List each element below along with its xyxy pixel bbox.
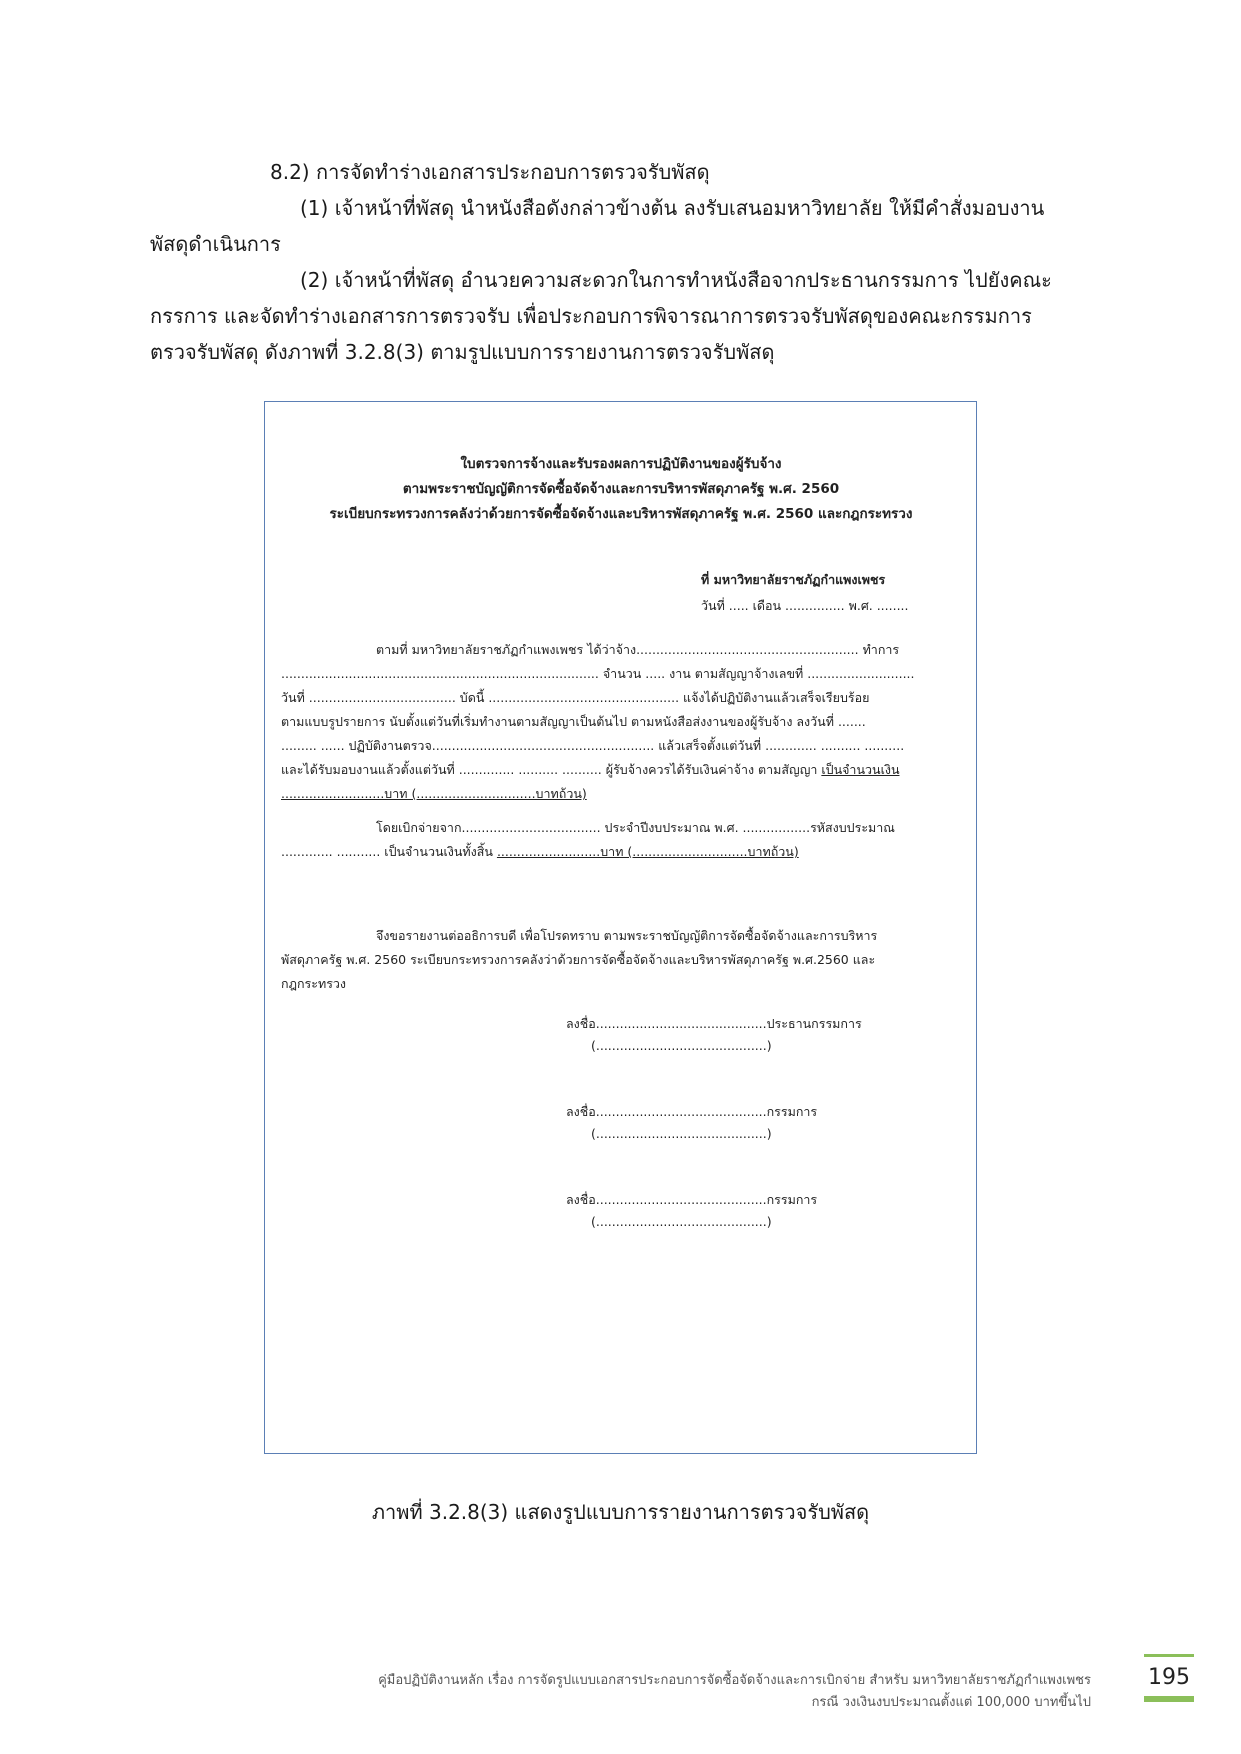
form-line: จึงขอรายงานต่ออธิการบดี เพื่อโปรดทราบ ตามพระราชบัญญัติการจัดซื้อจัดจ้างและการบริหาร [376,928,878,943]
form-line: โดยเบิกจ่ายจาก................................... ประจำปีงบประมาณ พ.ศ. .................รหัสงบประมาณ [376,820,895,835]
signature-name: (...........................................) [591,1038,772,1053]
footer-line-2: กรณี วงเงินงบประมาณตั้งแต่ 100,000 บาทขึ้นไป [811,1695,1091,1710]
form-place: ที่ มหาวิทยาลัยราชภัฏกำแพงเพชร [701,572,886,587]
signature-member-2: ลงชื่อ...........................................กรรมการ [566,1192,818,1207]
inspection-form-figure [264,401,977,1454]
form-line: ......... ...... ปฏิบัติงานตรวจ........................................................ แล้วเสร็จตั้งแต่วันที่ ............. .......... .......... [281,738,905,753]
form-line: ตามที่ มหาวิทยาลัยราชภัฏกำแพงเพชร ได้ว่าจ้าง........................................................ ทำการ [376,642,900,657]
form-line: วันที่ ..................................... บัดนี้ ................................................ แจ้งได้ปฏิบัติงานแล้วเสร็จเรียบร้อย [281,690,870,705]
form-line: กฎกระทรวง [281,976,347,991]
footer-line-1: คู่มือปฏิบัติงานหลัก เรื่อง การจัดรูปแบบเอกสารประกอบการจัดซื้อจัดจ้างและการเบิกจ่าย สำหรับ มหาวิทยาลัยราชภัฏกำแพงเพชร [378,1673,1091,1688]
form-line: และได้รับมอบงานแล้วตั้งแต่วันที่ .............. .......... .......... ผู้รับจ้างควรได้รับเงินค่าจ้าง ตามสัญญา เป็นจำนวนเงิน [281,762,900,777]
signature-name: (...........................................) [591,1214,772,1229]
signature-name: (...........................................) [591,1126,772,1141]
form-line: ตามแบบรูปรายการ นับตั้งแต่วันที่เริ่มทำงานตามสัญญาเป็นต้นไป ตามหนังสือส่งงานของผู้รับจ้าง ลงวันที่ ....... [281,714,866,729]
page-number: 195 [1148,1665,1190,1690]
paragraph-1: (1) เจ้าหน้าที่พัสดุ นำหนังสือดังกล่าวข้างต้น ลงรับเสนอมหาวิทยาลัย ให้มีคำสั่งมอบงาน พัสดุดำเนินการ [150,196,1045,256]
page-number-box [1144,1654,1194,1702]
form-title-1: ใบตรวจการจ้างและรับรองผลการปฏิบัติงานของผู้รับจ้าง [460,456,782,472]
form-line: พัสดุภาครัฐ พ.ศ. 2560 ระเบียบกระทรวงการคลังว่าด้วยการจัดซื้อจัดจ้างและบริหารพัสดุภาครัฐ พ.ศ.2560 และ [281,952,876,967]
figure-caption: ภาพที่ 3.2.8(3) แสดงรูปแบบการรายงานการตรวจรับพัสดุ [371,1500,870,1524]
form-date: วันที่ ..... เดือน ............... พ.ศ. ........ [701,598,909,613]
page-footer [378,1670,1091,1714]
form-line: ............. ........... เป็นจำนวนเงินทั้งสิ้น ..........................บาท (.............................บาทถ้วน) [281,844,799,859]
signature-member-1: ลงชื่อ...........................................กรรมการ [566,1104,818,1119]
signature-chair: ลงชื่อ...........................................ประธานกรรมการ [566,1016,862,1031]
section-heading: 8.2) การจัดทำร่างเอกสารประกอบการตรวจรับพัสดุ [270,160,710,184]
form-title-2: ตามพระราชบัญญัติการจัดซื้อจัดจ้างและการบริหารพัสดุภาครัฐ พ.ศ. 2560 [402,481,840,497]
form-line: ................................................................................ จำนวน ..... งาน ตามสัญญาจ้างเลขที่ ........................... [281,666,915,681]
form-line: ..........................บาท (..............................บาทถ้วน) [281,786,587,801]
form-title-3: ระเบียบกระทรวงการคลังว่าด้วยการจัดซื้อจัดจ้างและบริหารพัสดุภาครัฐ พ.ศ. 2560 และกฎกระทรวง [329,506,913,522]
paragraph-2: (2) เจ้าหน้าที่พัสดุ อำนวยความสะดวกในการทำหนังสือจากประธานกรรมการ ไปยังคณะ กรรการ และจัดทำร่างเอกสารการตรวจรับ เพื่อประกอบการพิจารณาการตรวจรับพัสดุของคณะกรรมการ ตรวจรับพัสดุ ดังภาพที่ 3.2.8(3) ตามรูปแบบการรายงานการตรวจรับพัสดุ [150,268,1052,364]
